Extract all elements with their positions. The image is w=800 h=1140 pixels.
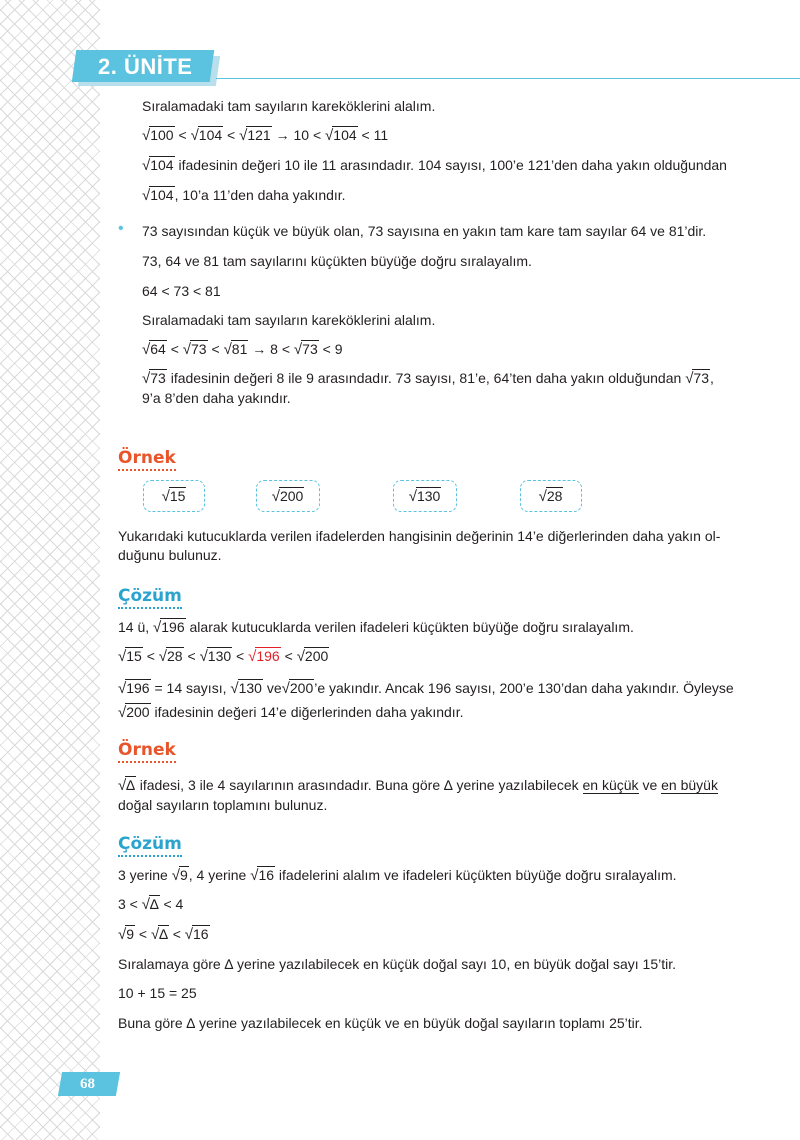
expression-box: √130 <box>393 480 457 512</box>
text-line: √∆ ifadesi, 3 ile 4 sayılarının arasındadır. Buna göre ∆ yerine yazılabilecek en küçük ve en büyük <box>118 777 718 794</box>
unit-title: 2. ÜNİTE <box>98 54 193 79</box>
page-number: 68 <box>80 1076 95 1092</box>
text-line: √200 ifadesinin değeri 14’e diğerlerinden daha yakındır. <box>118 704 464 721</box>
example-heading: Örnek <box>118 740 176 760</box>
text-line: √196 = 14 sayısı, √130 ve√200’e yakındır. Ancak 196 sayısı, 200’e 130’dan daha yakındır. Öyleyse <box>118 680 734 697</box>
text-line: 10 + 15 = 25 <box>118 985 197 1001</box>
text-line: √104 ifadesinin değeri 10 ile 11 arasındadır. 104 sayısı, 100’e 121’den daha yakın olduğundan <box>142 157 727 174</box>
solution-heading: Çözüm <box>118 586 182 606</box>
math-line: √64 < √73 < √81 → 8 < √73 < 9 <box>142 341 343 358</box>
text-line: Buna göre ∆ yerine yazılabilecek en küçük ve en büyük doğal sayıların toplamı 25’tir. <box>118 1015 643 1031</box>
text-line: 9’a 8’den daha yakındır. <box>142 390 291 406</box>
expression-box: √200 <box>256 480 320 512</box>
text-line: 73 sayısından küçük ve büyük olan, 73 sayısına en yakın tam kare tam sayılar 64 ve 81’dir. <box>142 223 707 239</box>
text-line: Sıralamaya göre ∆ yerine yazılabilecek en küçük doğal sayı 10, en büyük doğal sayı 15’tir. <box>118 956 676 972</box>
example-heading: Örnek <box>118 448 176 468</box>
unit-banner <box>74 50 224 86</box>
text-line: 73, 64 ve 81 tam sayılarını küçükten büyüğe doğru sıralayalım. <box>142 253 532 269</box>
text-line: Sıralamadaki tam sayıların kareköklerini alalım. <box>142 98 436 114</box>
bullet-icon: • <box>118 220 124 237</box>
expression-box: √28 <box>520 480 582 512</box>
page-number-tab <box>54 1072 118 1096</box>
math-line: √9 < √∆ < √16 <box>118 926 209 943</box>
expression-box: √15 <box>143 480 205 512</box>
text-line: 3 yerine √9, 4 yerine √16 ifadelerini alalım ve ifadeleri küçükten büyüğe doğru sıralayalım. <box>118 867 677 884</box>
text-line: 64 < 73 < 81 <box>142 283 221 299</box>
text-line: doğal sayıların toplamını bulunuz. <box>118 797 328 813</box>
text-line: duğunu bulunuz. <box>118 547 222 563</box>
text-line: √104, 10’a 11’den daha yakındır. <box>142 187 346 204</box>
text-line: 14 ü, √196 alarak kutucuklarda verilen ifadeleri küçükten büyüğe doğru sıralayalım. <box>118 619 634 636</box>
decorative-pattern <box>0 0 100 1140</box>
solution-heading: Çözüm <box>118 834 182 854</box>
math-line: 3 < √∆ < 4 <box>118 896 184 913</box>
text-line: Yukarıdaki kutucuklarda verilen ifadelerden hangisinin değerinin 14’e diğerlerinden daha yakın ol- <box>118 528 721 544</box>
math-line: √100 < √104 < √121 → 10 < √104 < 11 <box>142 127 389 144</box>
unit-underline <box>216 78 800 79</box>
math-line: √15 < √28 < √130 < √196 < √200 <box>118 648 329 665</box>
text-line: √73 ifadesinin değeri 8 ile 9 arasındadır. 73 sayısı, 81’e, 64’ten daha yakın olduğundan √73, <box>142 370 714 387</box>
text-line: Sıralamadaki tam sayıların kareköklerini alalım. <box>142 312 436 328</box>
